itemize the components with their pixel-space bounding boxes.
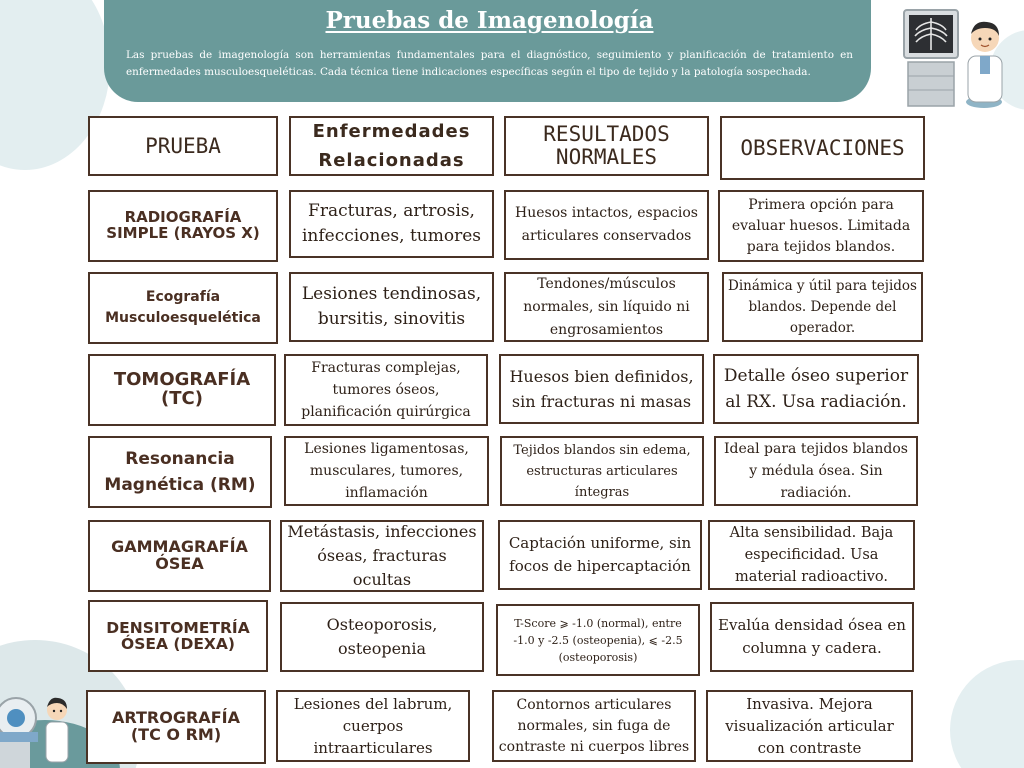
column-header-resultados [504,116,709,176]
table-cell-resultados: T-Score ⩾ -1.0 (normal), entre -1.0 y -2.5 (osteopenia), ⩽ -2.5 (osteoporosis) [496,604,700,676]
table-cell-enfermedades: Lesiones ligamentosas, musculares, tumores, inflamación [284,436,489,506]
table-cell-observaciones: Alta sensibilidad. Baja especificidad. Usa material radioactivo. [708,520,915,590]
table-cell-observaciones: Primera opción para evaluar huesos. Limitada para tejidos blandos. [718,190,924,262]
header-banner [104,0,871,102]
table-cell-enfermedades: Osteoporosis, osteopenia [280,602,484,672]
table-row-test [88,272,278,344]
test-name: Ecografía [145,289,221,305]
table-cell-resultados: Tendones/músculos normales, sin líquido ni engrosamientos [504,272,709,342]
column-header-label: RESULTADOS [543,122,670,146]
table-row-test [88,520,271,592]
page-title: Pruebas de Imagenología [325,7,654,34]
table-cell-resultados: Huesos bien definidos, sin fracturas ni masas [499,354,704,424]
table-cell-observaciones: Detalle óseo superior al RX. Usa radiación. [713,354,919,424]
test-name: Magnética (RM) [104,475,256,495]
test-name: ARTROGRAFÍA [112,708,240,728]
table-cell-observaciones: Dinámica y útil para tejidos blandos. Depende del operador. [722,272,923,342]
test-name: ÓSEA [155,554,204,573]
column-header-label: Enfermedades [312,121,471,142]
table-row-test [88,354,276,426]
test-name: DENSITOMETRÍA [106,618,250,637]
table-cell-observaciones: Invasiva. Mejora visualización articular con contraste [706,690,913,762]
table-row-test [88,436,272,508]
column-header-label: Relacionadas [318,150,465,171]
table-row-test [88,190,278,262]
table-cell-resultados: Huesos intactos, espacios articulares conservados [504,190,709,260]
table-cell-enfermedades: Fracturas, artrosis, infecciones, tumores [289,190,494,258]
column-header-observaciones [720,116,925,180]
table-cell-resultados: Contornos articulares normales, sin fuga de contraste ni cuerpos libres [492,690,696,762]
table-row-test [88,600,268,672]
table-cell-observaciones: Ideal para tejidos blandos y médula ósea. Sin radiación. [714,436,918,506]
doctor-xray-icon [900,4,1010,114]
test-name: SIMPLE (RAYOS X) [106,224,260,242]
decorative-blob [950,660,1024,768]
test-name: RADIOGRAFÍA [124,208,242,227]
column-header-label: PRUEBA [145,134,221,158]
test-name: GAMMAGRAFÍA [111,537,248,557]
table-cell-resultados: Tejidos blandos sin edema, estructuras articulares íntegras [500,436,704,506]
table-cell-enfermedades: Lesiones tendinosas, bursitis, sinovitis [289,272,494,342]
page-description: Las pruebas de imagenología son herramientas fundamentales para el diagnóstico, seguimiento y planificación de tratamiento en enfermedades musculoesqueléticas. Cada técnica tiene indicaciones específicas según el tipo de tejido y la patología sospechada. [126,49,853,78]
test-name: (TC) [161,388,203,409]
test-name: Musculoesquelética [105,310,261,326]
test-name: TOMOGRAFÍA [113,369,251,391]
doctor-mri-icon [0,682,80,768]
table-cell-resultados: Captación uniforme, sin focos de hipercaptación [498,520,702,590]
table-cell-enfermedades: Lesiones del labrum, cuerpos intraarticulares [276,690,470,762]
test-name: Resonancia [125,449,235,469]
table-cell-enfermedades: Metástasis, infecciones óseas, fracturas ocultas [280,520,484,592]
table-row-test [86,690,266,764]
column-header-label: OBSERVACIONES [740,136,905,160]
column-header-enfermedades [289,116,494,176]
column-header-label: NORMALES [555,145,658,169]
table-cell-enfermedades: Fracturas complejas, tumores óseos, planificación quirúrgica [284,354,488,426]
test-name: (TC O RM) [130,725,222,744]
table-cell-observaciones: Evalúa densidad ósea en columna y cadera. [710,602,914,672]
test-name: ÓSEA (DEXA) [121,635,235,653]
column-header-prueba [88,116,278,176]
